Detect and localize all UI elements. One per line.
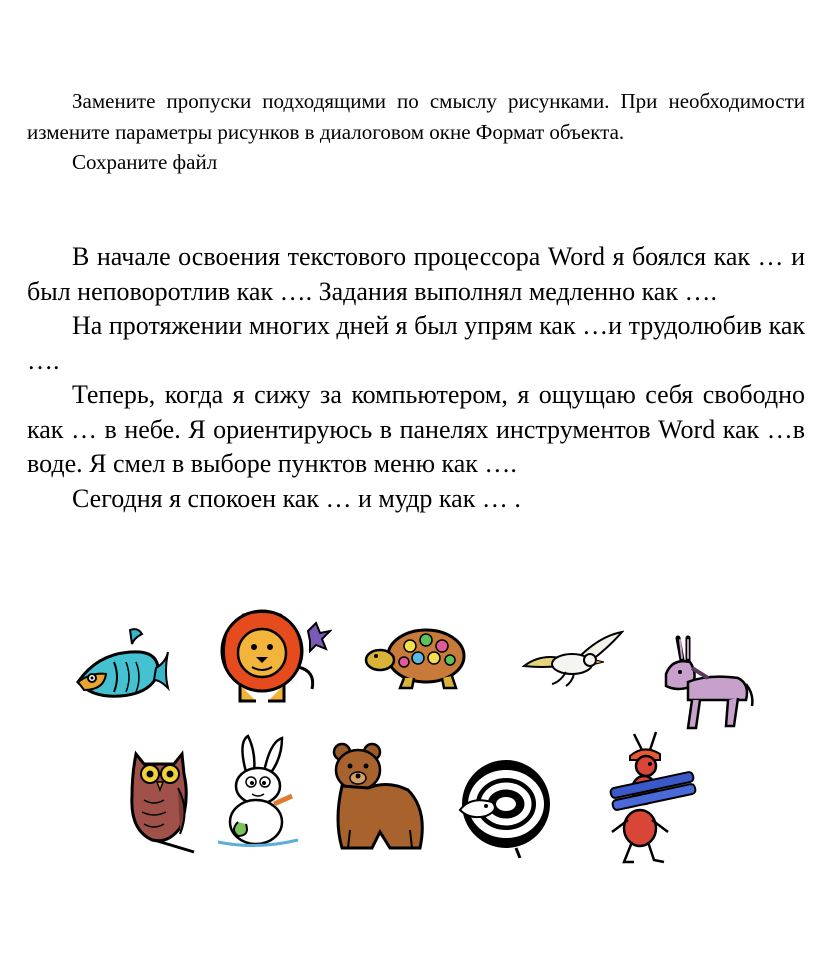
owl-icon[interactable]	[124, 740, 198, 856]
lion-icon[interactable]	[212, 605, 332, 705]
donkey-icon[interactable]	[658, 634, 754, 734]
instruction-save: Сохраните файл	[72, 150, 218, 174]
animal-pictures	[0, 600, 832, 900]
bird-icon[interactable]	[520, 628, 624, 688]
story-paragraph-3: Теперь, когда я сижу за компьютером, я ощущаю себя свободно как … в небе. Я ориентируюсь в панелях инструментов Word как …в воде. Я смел в выборе пунктов меню как ….	[27, 380, 805, 478]
turtle-icon[interactable]	[364, 622, 476, 692]
instruction-paragraph: Замените пропуски подходящими по смыслу рисунками. При необходимости измените параметры рисунков в диалоговом окне Формат объекта.	[27, 89, 805, 144]
ant-icon[interactable]	[604, 728, 704, 868]
bear-icon[interactable]	[328, 740, 430, 856]
story-text	[27, 240, 805, 516]
task-instructions	[27, 86, 805, 178]
story-paragraph-4: Сегодня я спокоен как … и мудр как … .	[72, 483, 521, 513]
hare-icon[interactable]	[208, 732, 304, 850]
story-paragraph-1: В начале освоения текстового процессора Word я боялся как … и был неповоротлив как …. Задания выполнял медленно как ….	[27, 242, 805, 306]
fish-icon[interactable]	[70, 622, 170, 707]
snake-icon[interactable]	[456, 752, 554, 858]
story-paragraph-2: На протяжении многих дней я был упрям как …и трудолюбив как ….	[27, 311, 805, 375]
